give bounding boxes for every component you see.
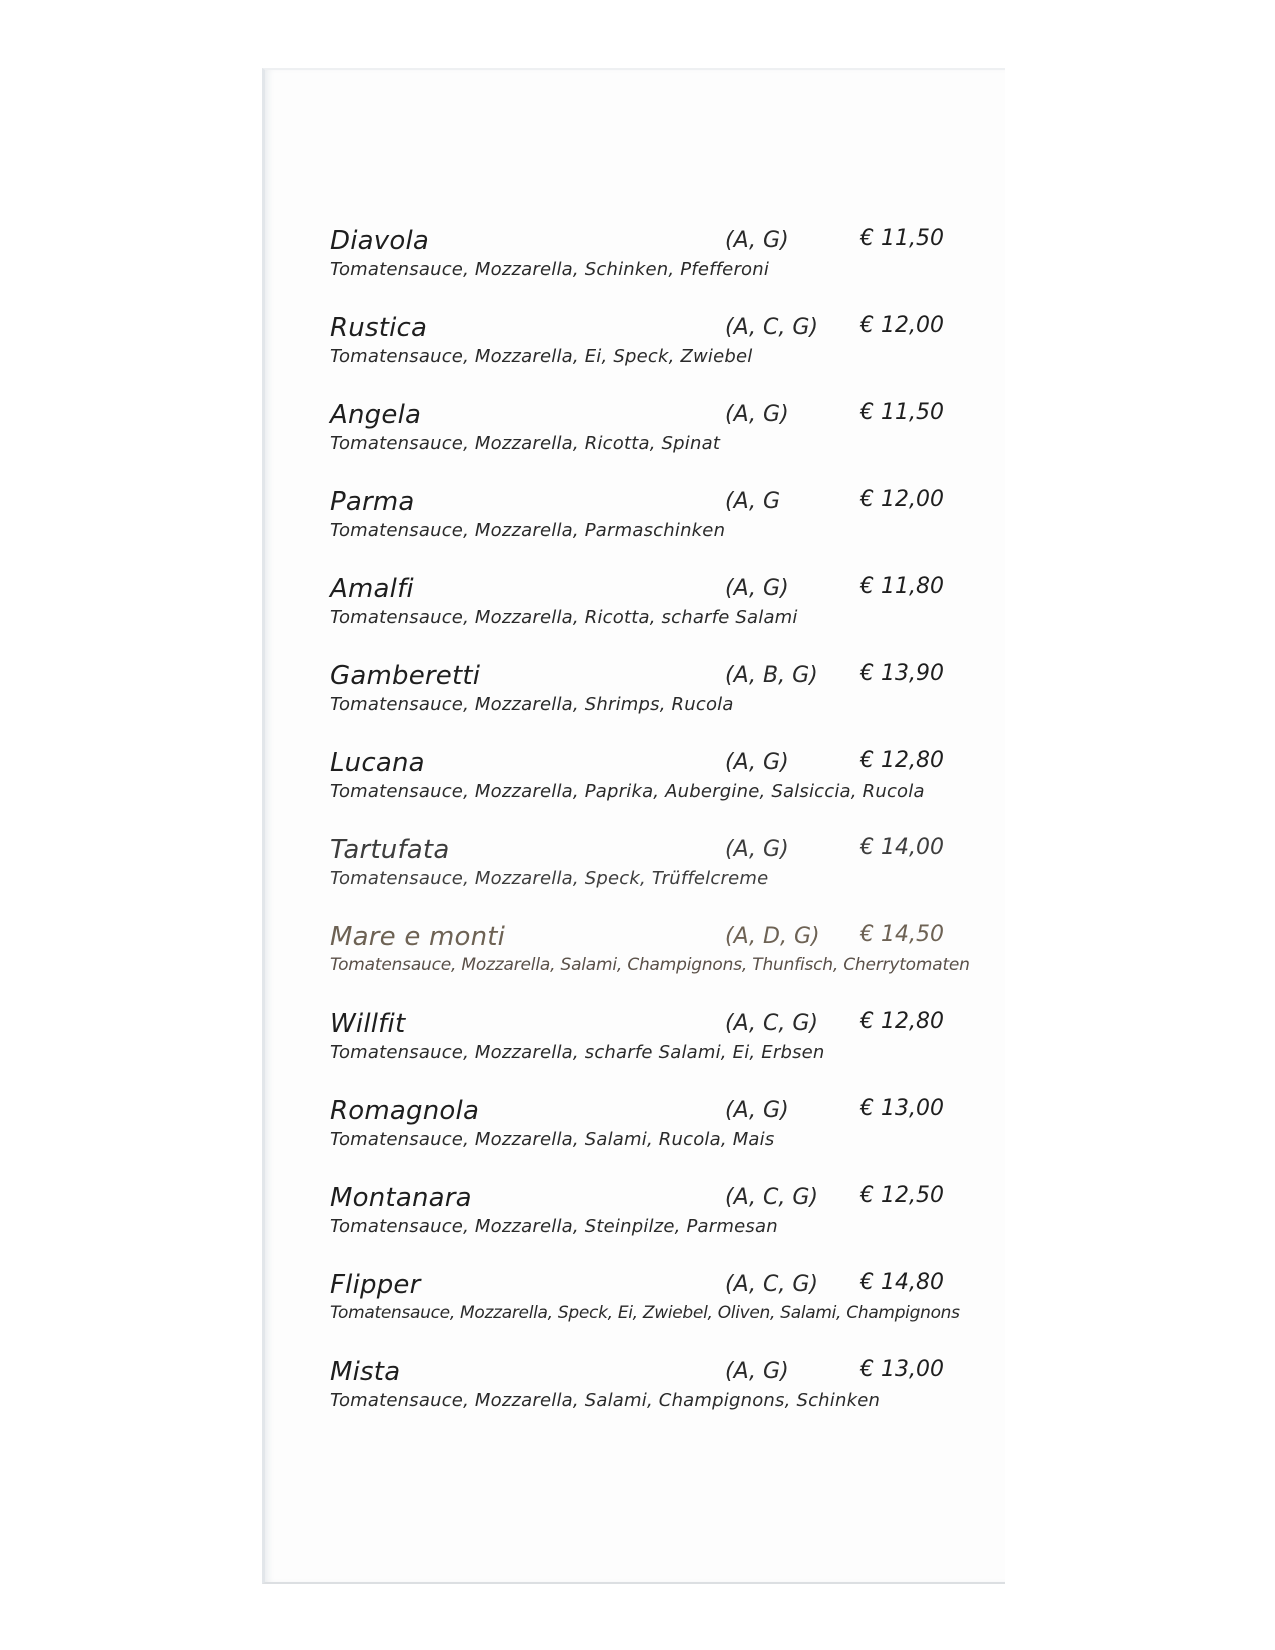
item-price: € 13,00 xyxy=(860,1096,944,1121)
item-description: Tomatensauce, Mozzarella, Salami, Champignons, Thunfisch, Cherrytomaten xyxy=(330,955,970,975)
item-allergens: (A, D, G) xyxy=(725,924,820,949)
item-price: € 11,50 xyxy=(860,226,944,251)
menu-item-header xyxy=(330,1355,970,1391)
menu-item-rustica xyxy=(330,311,970,398)
item-allergens: (A, G) xyxy=(725,1359,789,1384)
menu-item-mare-e-monti xyxy=(330,920,970,1007)
item-price: € 11,80 xyxy=(860,574,944,599)
item-description: Tomatensauce, Mozzarella, Schinken, Pfefferoni xyxy=(330,259,770,280)
item-name: Angela xyxy=(330,400,422,430)
item-description: Tomatensauce, Mozzarella, Salami, Champignons, Schinken xyxy=(330,1390,881,1411)
item-description: Tomatensauce, Mozzarella, Salami, Rucola, Mais xyxy=(330,1129,775,1150)
item-name: Montanara xyxy=(330,1183,472,1213)
item-price: € 11,50 xyxy=(860,400,944,425)
item-name: Amalfi xyxy=(330,574,414,604)
pizza-menu-list xyxy=(330,224,970,1442)
item-allergens: (A, G xyxy=(725,489,781,514)
item-allergens: (A, G) xyxy=(725,750,789,775)
menu-item-mista xyxy=(330,1355,970,1442)
menu-item-header xyxy=(330,224,970,260)
item-description: Tomatensauce, Mozzarella, Speck, Ei, Zwiebel, Oliven, Salami, Champignons xyxy=(330,1303,960,1323)
item-price: € 13,00 xyxy=(860,1357,944,1382)
menu-item-header xyxy=(330,572,970,608)
item-name: Mista xyxy=(330,1357,401,1387)
item-name: Rustica xyxy=(330,313,428,343)
item-allergens: (A, B, G) xyxy=(725,663,818,688)
item-allergens: (A, G) xyxy=(725,228,789,253)
item-description: Tomatensauce, Mozzarella, Shrimps, Rucola xyxy=(330,694,734,715)
item-price: € 13,90 xyxy=(860,661,944,686)
menu-item-header xyxy=(330,1268,970,1304)
item-price: € 12,50 xyxy=(860,1183,944,1208)
item-name: Flipper xyxy=(330,1270,421,1300)
menu-item-header xyxy=(330,1181,970,1217)
menu-item-diavola xyxy=(330,224,970,311)
menu-item-willfit xyxy=(330,1007,970,1094)
item-name: Lucana xyxy=(330,748,425,778)
item-allergens: (A, G) xyxy=(725,837,789,862)
item-name: Willfit xyxy=(330,1009,406,1039)
menu-item-header xyxy=(330,920,970,956)
menu-item-flipper xyxy=(330,1268,970,1355)
menu-item-lucana xyxy=(330,746,970,833)
item-description: Tomatensauce, Mozzarella, Speck, Trüffelcreme xyxy=(330,868,769,889)
item-name: Romagnola xyxy=(330,1096,480,1126)
menu-item-header xyxy=(330,833,970,869)
menu-item-tartufata xyxy=(330,833,970,920)
item-price: € 14,00 xyxy=(860,835,944,860)
menu-item-montanara xyxy=(330,1181,970,1268)
item-description: Tomatensauce, Mozzarella, Steinpilze, Parmesan xyxy=(330,1216,778,1237)
item-description: Tomatensauce, Mozzarella, scharfe Salami, Ei, Erbsen xyxy=(330,1042,825,1063)
item-description: Tomatensauce, Mozzarella, Ricotta, scharfe Salami xyxy=(330,607,798,628)
item-price: € 12,00 xyxy=(860,313,944,338)
item-allergens: (A, G) xyxy=(725,402,789,427)
item-name: Diavola xyxy=(330,226,430,256)
item-price: € 12,80 xyxy=(860,748,944,773)
menu-item-gamberetti xyxy=(330,659,970,746)
menu-item-parma xyxy=(330,485,970,572)
item-price: € 12,80 xyxy=(860,1009,944,1034)
item-price: € 14,50 xyxy=(860,922,944,947)
menu-item-header xyxy=(330,659,970,695)
menu-item-header xyxy=(330,1094,970,1130)
item-allergens: (A, C, G) xyxy=(725,315,819,340)
item-allergens: (A, C, G) xyxy=(725,1272,819,1297)
item-allergens: (A, C, G) xyxy=(725,1185,819,1210)
item-name: Tartufata xyxy=(330,835,450,865)
menu-item-amalfi xyxy=(330,572,970,659)
menu-item-header xyxy=(330,398,970,434)
item-description: Tomatensauce, Mozzarella, Parmaschinken xyxy=(330,520,726,541)
item-name: Mare e monti xyxy=(330,922,506,952)
menu-item-romagnola xyxy=(330,1094,970,1181)
item-name: Gamberetti xyxy=(330,661,481,691)
item-allergens: (A, C, G) xyxy=(725,1011,819,1036)
item-description: Tomatensauce, Mozzarella, Ei, Speck, Zwiebel xyxy=(330,346,753,367)
item-name: Parma xyxy=(330,487,415,517)
menu-item-header xyxy=(330,485,970,521)
item-price: € 12,00 xyxy=(860,487,944,512)
item-description: Tomatensauce, Mozzarella, Paprika, Aubergine, Salsiccia, Rucola xyxy=(330,781,925,802)
menu-item-header xyxy=(330,746,970,782)
menu-item-header xyxy=(330,1007,970,1043)
item-allergens: (A, G) xyxy=(725,576,789,601)
menu-item-header xyxy=(330,311,970,347)
item-allergens: (A, G) xyxy=(725,1098,789,1123)
item-price: € 14,80 xyxy=(860,1270,944,1295)
menu-item-angela xyxy=(330,398,970,485)
item-description: Tomatensauce, Mozzarella, Ricotta, Spinat xyxy=(330,433,721,454)
